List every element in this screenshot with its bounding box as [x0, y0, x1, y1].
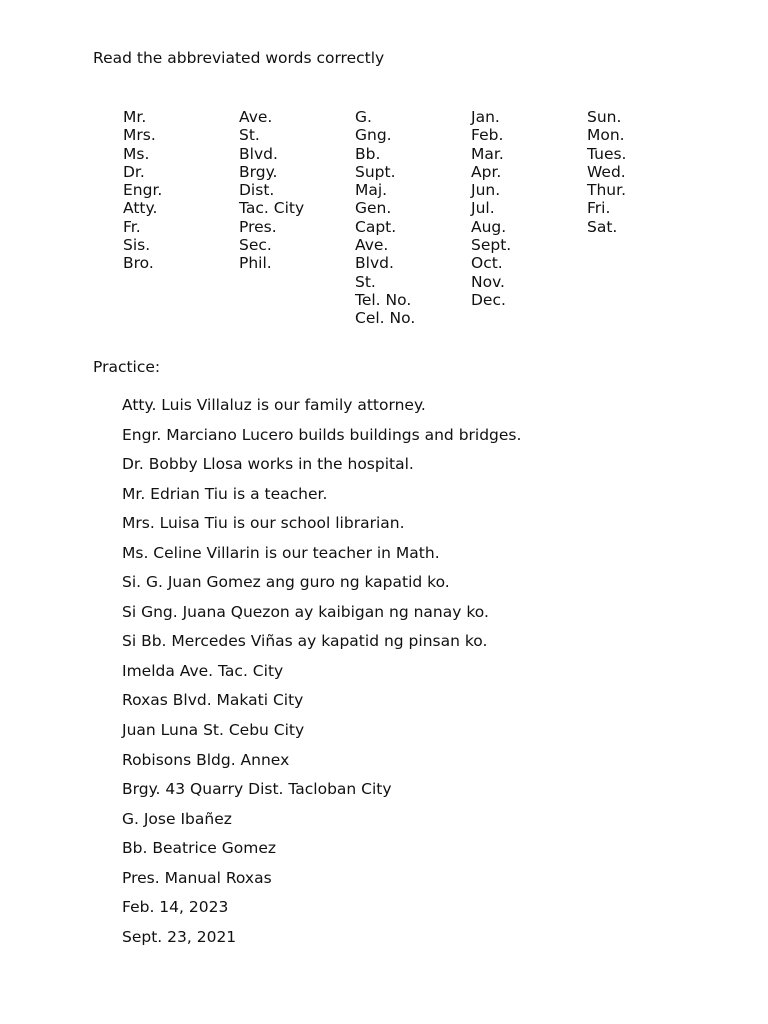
- abbreviation-item: Mar.: [471, 144, 504, 163]
- practice-sentence: Si Gng. Juana Quezon ay kaibigan ng nanay ko.: [122, 602, 489, 621]
- abbreviation-item: Fri.: [587, 199, 611, 218]
- abbreviation-item: Bro.: [123, 254, 154, 273]
- abbreviation-item: Bb.: [355, 144, 381, 163]
- abbreviation-item: Wed.: [587, 162, 626, 181]
- abbreviation-column-titles: [123, 108, 239, 328]
- abbreviation-item: Sun.: [587, 108, 622, 126]
- abbreviation-item: Gen.: [355, 199, 392, 218]
- abbreviation-item: Cel. No.: [355, 309, 416, 328]
- abbreviation-item: Atty.: [123, 199, 158, 218]
- practice-sentence: Dr. Bobby Llosa works in the hospital.: [122, 455, 414, 474]
- abbreviation-item: Sat.: [587, 217, 618, 236]
- abbreviation-item: Thur.: [587, 181, 626, 200]
- abbreviation-item: Tues.: [587, 144, 627, 163]
- abbreviation-item: Jul.: [471, 199, 495, 218]
- practice-sentence: Imelda Ave. Tac. City: [122, 661, 284, 680]
- abbreviation-item: Engr.: [123, 181, 163, 200]
- abbreviation-item: Jan.: [471, 108, 500, 126]
- practice-sentence: Bb. Beatrice Gomez: [122, 839, 277, 858]
- abbreviation-item: Maj.: [355, 181, 388, 200]
- abbreviation-item: Nov.: [471, 272, 505, 291]
- abbreviation-column-places: [239, 108, 355, 328]
- abbreviation-item: Dr.: [123, 162, 145, 181]
- practice-sentence: Engr. Marciano Lucero builds buildings and bridges.: [122, 425, 522, 444]
- abbreviation-item: St.: [355, 272, 376, 291]
- abbreviation-item: Dec.: [471, 290, 506, 309]
- abbreviation-column-ranks: [355, 108, 471, 328]
- practice-sentence: Atty. Luis Villaluz is our family attorney.: [122, 396, 426, 414]
- practice-sentence: Roxas Blvd. Makati City: [122, 691, 304, 710]
- abbreviation-item: Sept.: [471, 236, 512, 255]
- abbreviation-item: Jun.: [471, 181, 501, 200]
- practice-sentence: Juan Luna St. Cebu City: [122, 721, 305, 740]
- practice-sentence: Brgy. 43 Quarry Dist. Tacloban City: [122, 780, 392, 799]
- practice-sentence: G. Jose Ibañez: [122, 809, 232, 828]
- abbreviation-item: Ms.: [123, 144, 150, 163]
- abbreviation-item: Oct.: [471, 254, 503, 273]
- practice-sentence: Ms. Celine Villarin is our teacher in Math.: [122, 543, 440, 562]
- abbreviation-item: Supt.: [355, 162, 396, 181]
- abbreviation-item: Tel. No.: [355, 290, 412, 309]
- practice-sentence: Si. G. Juan Gomez ang guro ng kapatid ko.: [122, 573, 450, 592]
- abbreviation-item: Phil.: [239, 254, 272, 273]
- abbreviation-item: Ave.: [239, 108, 273, 126]
- practice-label: Practice:: [93, 358, 161, 376]
- abbreviation-item: Tac. City: [239, 199, 305, 218]
- practice-sentence-list: [122, 396, 521, 957]
- abbreviation-item: Feb.: [471, 126, 504, 145]
- abbreviation-column-months: [471, 108, 587, 328]
- abbreviation-column-days: [587, 108, 703, 328]
- abbreviation-item: Capt.: [355, 217, 397, 236]
- abbreviation-item: Dist.: [239, 181, 275, 200]
- abbreviation-item: Ave.: [355, 236, 389, 255]
- abbreviation-item: Pres.: [239, 217, 277, 236]
- abbreviation-item: Mon.: [587, 126, 625, 145]
- practice-sentence: Mr. Edrian Tiu is a teacher.: [122, 484, 328, 503]
- abbreviation-item: G.: [355, 108, 372, 126]
- practice-sentence: Pres. Manual Roxas: [122, 868, 272, 887]
- abbreviation-item: Aug.: [471, 217, 507, 236]
- abbreviation-item: Mr.: [123, 108, 147, 126]
- page-title: Read the abbreviated words correctly: [93, 49, 385, 67]
- practice-sentence: Feb. 14, 2023: [122, 898, 229, 917]
- practice-sentence: Robisons Bldg. Annex: [122, 750, 290, 769]
- abbreviation-item: Blvd.: [355, 254, 394, 273]
- abbreviation-item: Apr.: [471, 162, 502, 181]
- abbreviation-item: St.: [239, 126, 260, 145]
- abbreviation-item: Mrs.: [123, 126, 156, 145]
- abbreviation-item: Sis.: [123, 236, 151, 255]
- abbreviation-columns: [123, 108, 703, 328]
- abbreviation-item: Brgy.: [239, 162, 278, 181]
- practice-sentence: Si Bb. Mercedes Viñas ay kapatid ng pinsan ko.: [122, 632, 488, 651]
- practice-sentence: Sept. 23, 2021: [122, 927, 237, 946]
- abbreviation-item: Blvd.: [239, 144, 278, 163]
- practice-sentence: Mrs. Luisa Tiu is our school librarian.: [122, 514, 405, 533]
- abbreviation-item: Fr.: [123, 217, 141, 236]
- abbreviation-item: Sec.: [239, 236, 272, 255]
- abbreviation-item: Gng.: [355, 126, 392, 145]
